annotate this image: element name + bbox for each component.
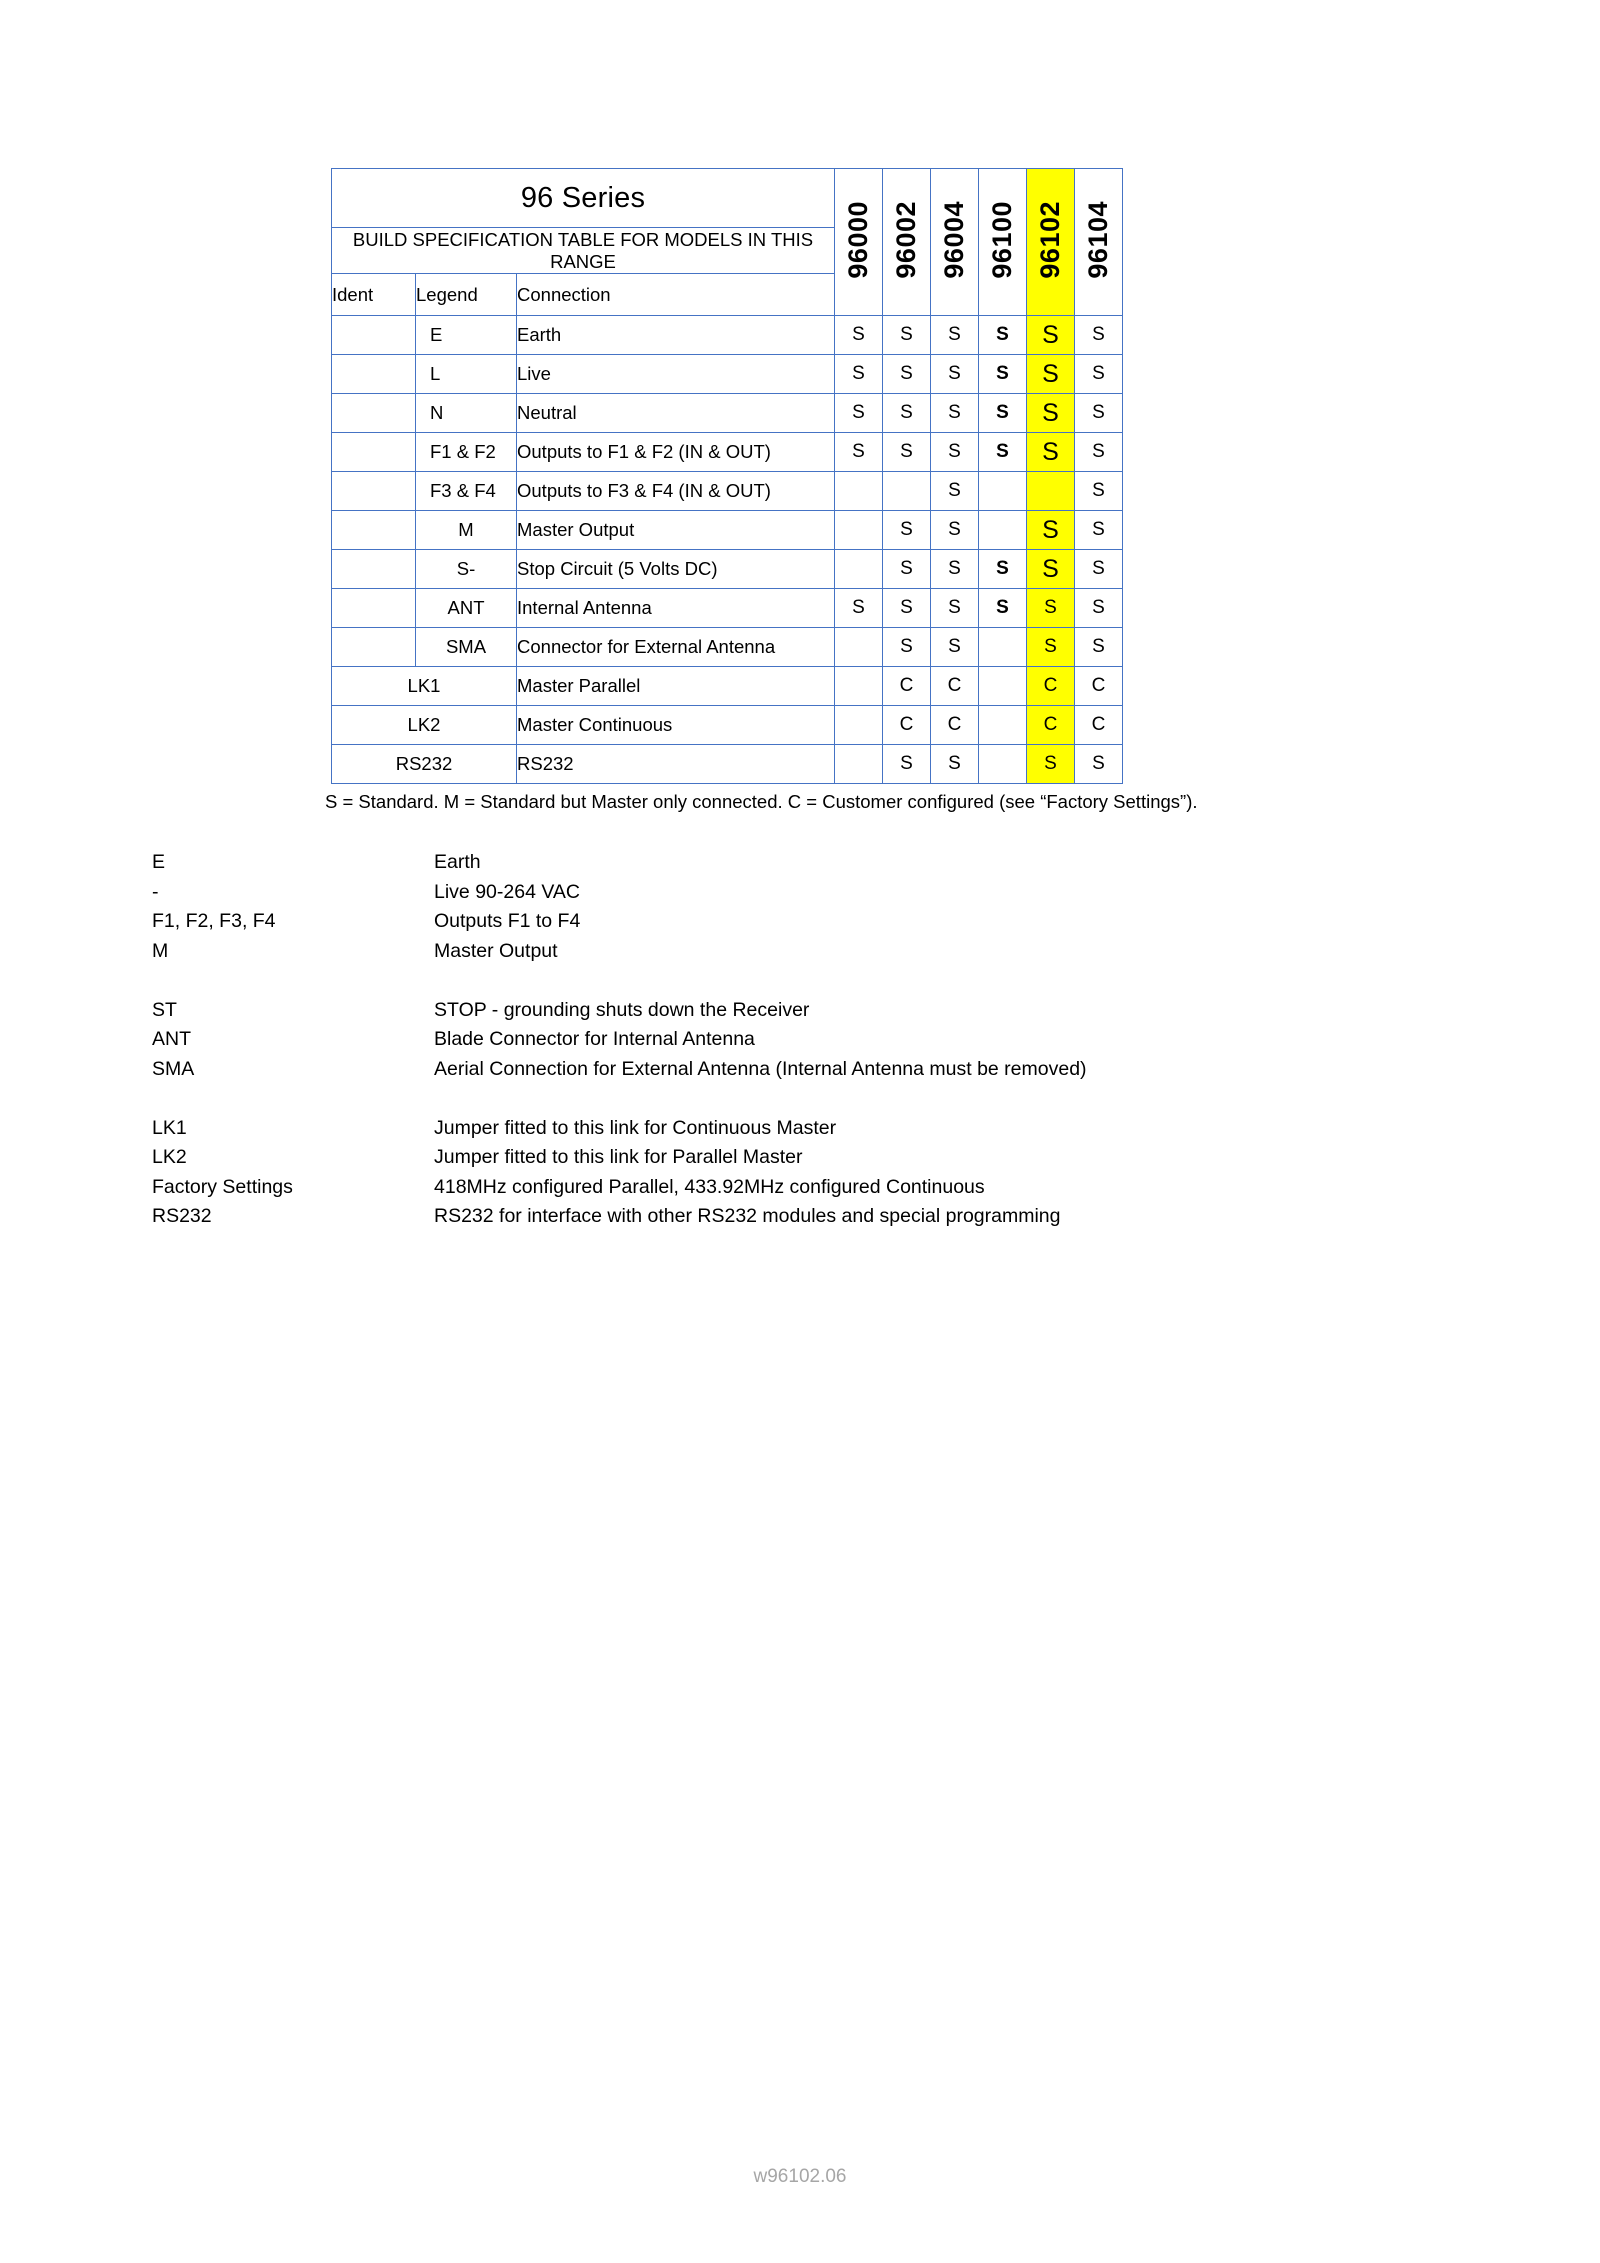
table-title-row [332,169,1123,228]
definition-term: LK2 [152,1146,187,1168]
cell-value-96004: C [931,667,979,706]
cell-value-96100: S [979,433,1027,472]
definition-term: E [152,851,166,873]
cell-value-96100: S [979,589,1027,628]
cell-value-96002: C [883,706,931,745]
model-header-0 [835,169,883,316]
cell-value-96102: S [1027,316,1075,355]
cell-value-96104: S [1075,550,1123,589]
cell-value-96004: S [931,433,979,472]
model-header-label: 96104 [1083,200,1113,279]
cell-value-96004: S [931,355,979,394]
model-header-label: 96000 [843,200,873,279]
cell-value-96002: S [883,589,931,628]
definition-term: M [152,939,169,962]
cell-legend: F3 & F4 [416,472,517,511]
cell-value-96104: S [1075,316,1123,355]
cell-value-96004: S [931,511,979,550]
cell-value-96102: S [1027,355,1075,394]
cell-connection: Neutral [517,394,835,433]
definition-description: RS232 for interface with other RS232 modules and special programming [434,1205,1061,1227]
definition-description: Outputs F1 to F4 [434,910,581,932]
cell-value-96004: S [931,394,979,433]
definition-term: ST [152,998,177,1021]
definition-term: F1, F2, F3, F4 [152,910,276,932]
cell-value-96004: S [931,316,979,355]
cell-connection: Earth [517,316,835,355]
cell-value-96000: S [835,394,883,433]
cell-value-96100: S [979,394,1027,433]
table-row [332,589,1123,628]
cell-connection: Live [517,355,835,394]
cell-connection: Internal Antenna [517,589,835,628]
definition-term [152,1084,434,1114]
table-row [332,745,1123,784]
cell-value-96002: S [883,394,931,433]
cell-value-96000 [835,667,883,706]
definition-row [152,996,1087,1026]
cell-ident [332,550,416,589]
cell-legend: ANT [416,589,517,628]
cell-value-96000: S [835,316,883,355]
cell-value-96100 [979,667,1027,706]
cell-value-96100 [979,511,1027,550]
definition-description: Blade Connector for Internal Antenna [434,1028,755,1050]
cell-value-96000 [835,472,883,511]
definition-row [152,1202,1087,1232]
table-row [332,472,1123,511]
table-row [332,667,1123,706]
definition-description: Jumper fitted to this link for Continuous Master [434,1116,837,1139]
cell-value-96000 [835,628,883,667]
definition-row [152,937,1087,967]
definition-row [152,1025,1087,1055]
table-row [332,394,1123,433]
definition-term: RS232 [152,1205,212,1227]
definition-description: Earth [434,851,481,873]
cell-connection: Master Parallel [517,667,835,706]
model-header-label: 96004 [939,200,969,279]
table-subtitle: BUILD SPECIFICATION TABLE FOR MODELS IN THIS RANGE [332,228,835,274]
definition-description: 418MHz configured Parallel, 433.92MHz configured Continuous [434,1175,985,1198]
model-header-label: 96102 [1035,200,1065,279]
cell-connection: Master Output [517,511,835,550]
cell-value-96000: S [835,355,883,394]
cell-value-96004: C [931,706,979,745]
cell-ident [332,511,416,550]
cell-value-96102: S [1027,745,1075,784]
model-header-4-highlighted [1027,169,1075,316]
table-body [332,169,1123,316]
model-header-label: 96100 [987,200,1017,279]
cell-value-96104: S [1075,355,1123,394]
definition-description: STOP - grounding shuts down the Receiver [434,998,810,1021]
model-header-5 [1075,169,1123,316]
cell-value-96002: S [883,355,931,394]
model-header-2 [931,169,979,316]
cell-value-96002: S [883,745,931,784]
cell-legend: S- [416,550,517,589]
cell-value-96004: S [931,550,979,589]
cell-connection: Outputs to F3 & F4 (IN & OUT) [517,472,835,511]
cell-connection: Connector for External Antenna [517,628,835,667]
definition-spacer [152,966,1087,996]
cell-connection: Outputs to F1 & F2 (IN & OUT) [517,433,835,472]
definition-row [152,1114,1087,1144]
table-row [332,355,1123,394]
table-row [332,628,1123,667]
cell-legend: M [416,511,517,550]
cell-connection: Stop Circuit (5 Volts DC) [517,550,835,589]
cell-value-96100 [979,745,1027,784]
table-row [332,550,1123,589]
cell-value-96102: S [1027,628,1075,667]
cell-value-96102 [1027,472,1075,511]
table-data-rows [332,316,1123,784]
cell-value-96002: S [883,433,931,472]
cell-value-96100 [979,628,1027,667]
cell-value-96102: S [1027,589,1075,628]
cell-value-96102: S [1027,550,1075,589]
cell-value-96100 [979,472,1027,511]
definition-description: Master Output [434,939,558,962]
column-header-connection: Connection [517,274,835,316]
definition-description: Live 90-264 VAC [434,880,580,903]
column-header-legend: Legend [416,274,517,316]
cell-value-96000 [835,706,883,745]
cell-value-96102: S [1027,511,1075,550]
definition-description: Aerial Connection for External Antenna (Internal Antenna must be removed) [434,1057,1087,1080]
cell-value-96004: S [931,472,979,511]
definition-row [152,1173,1087,1203]
cell-ident [332,394,416,433]
cell-legend: E [416,316,517,355]
cell-value-96100: S [979,355,1027,394]
cell-value-96000 [835,550,883,589]
cell-value-96002 [883,472,931,511]
cell-legend: SMA [416,628,517,667]
build-specification-table-container [331,168,1123,784]
table-footnote: S = Standard. M = Standard but Master only connected. C = Customer configured (see “Factory Settings”). [325,791,1198,812]
definition-term: - [152,880,159,903]
cell-legend: F1 & F2 [416,433,517,472]
cell-value-96104: C [1075,667,1123,706]
definition-term: LK1 [152,1116,187,1139]
cell-ident [332,589,416,628]
cell-value-96104: S [1075,472,1123,511]
cell-legend: N [416,394,517,433]
build-specification-table [331,168,1123,784]
definition-description: Jumper fitted to this link for Parallel Master [434,1146,803,1168]
cell-value-96002: C [883,667,931,706]
cell-value-96104: S [1075,394,1123,433]
cell-value-96102: C [1027,667,1075,706]
cell-value-96004: S [931,745,979,784]
definition-row [152,1055,1087,1085]
cell-value-96000: S [835,433,883,472]
cell-value-96104: S [1075,628,1123,667]
definition-term [152,966,434,996]
model-header-3 [979,169,1027,316]
cell-value-96104: S [1075,433,1123,472]
cell-ident [332,355,416,394]
cell-value-96004: S [931,628,979,667]
definitions-list [152,848,1087,1232]
cell-value-96102: S [1027,394,1075,433]
cell-value-96104: S [1075,745,1123,784]
definition-term: ANT [152,1028,191,1050]
cell-ident [332,472,416,511]
definition-term: Factory Settings [152,1175,293,1198]
column-header-ident: Ident [332,274,416,316]
cell-value-96100: S [979,316,1027,355]
definition-row [152,907,1087,937]
table-row [332,316,1123,355]
cell-legend: L [416,355,517,394]
cell-ident: LK1 [332,667,517,706]
page-footer: w96102.06 [753,2166,847,2187]
cell-value-96100: S [979,550,1027,589]
cell-value-96102: C [1027,706,1075,745]
cell-value-96002: S [883,550,931,589]
cell-value-96002: S [883,511,931,550]
definition-spacer [152,1084,1087,1114]
definition-term: SMA [152,1057,195,1080]
cell-value-96104: S [1075,589,1123,628]
cell-connection: Master Continuous [517,706,835,745]
cell-value-96004: S [931,589,979,628]
cell-value-96000 [835,511,883,550]
cell-connection: RS232 [517,745,835,784]
cell-ident: LK2 [332,706,517,745]
cell-value-96102: S [1027,433,1075,472]
cell-ident [332,316,416,355]
cell-ident [332,628,416,667]
cell-ident [332,433,416,472]
cell-value-96000: S [835,589,883,628]
cell-value-96000 [835,745,883,784]
model-header-1 [883,169,931,316]
table-title: 96 Series [332,169,835,228]
definition-row [152,878,1087,908]
table-row [332,511,1123,550]
model-header-label: 96002 [891,200,921,279]
table-row [332,706,1123,745]
cell-value-96104: S [1075,511,1123,550]
cell-value-96002: S [883,628,931,667]
cell-value-96100 [979,706,1027,745]
definition-row [152,1143,1087,1173]
cell-value-96104: C [1075,706,1123,745]
cell-ident: RS232 [332,745,517,784]
table-row [332,433,1123,472]
definition-row [152,848,1087,878]
cell-value-96002: S [883,316,931,355]
